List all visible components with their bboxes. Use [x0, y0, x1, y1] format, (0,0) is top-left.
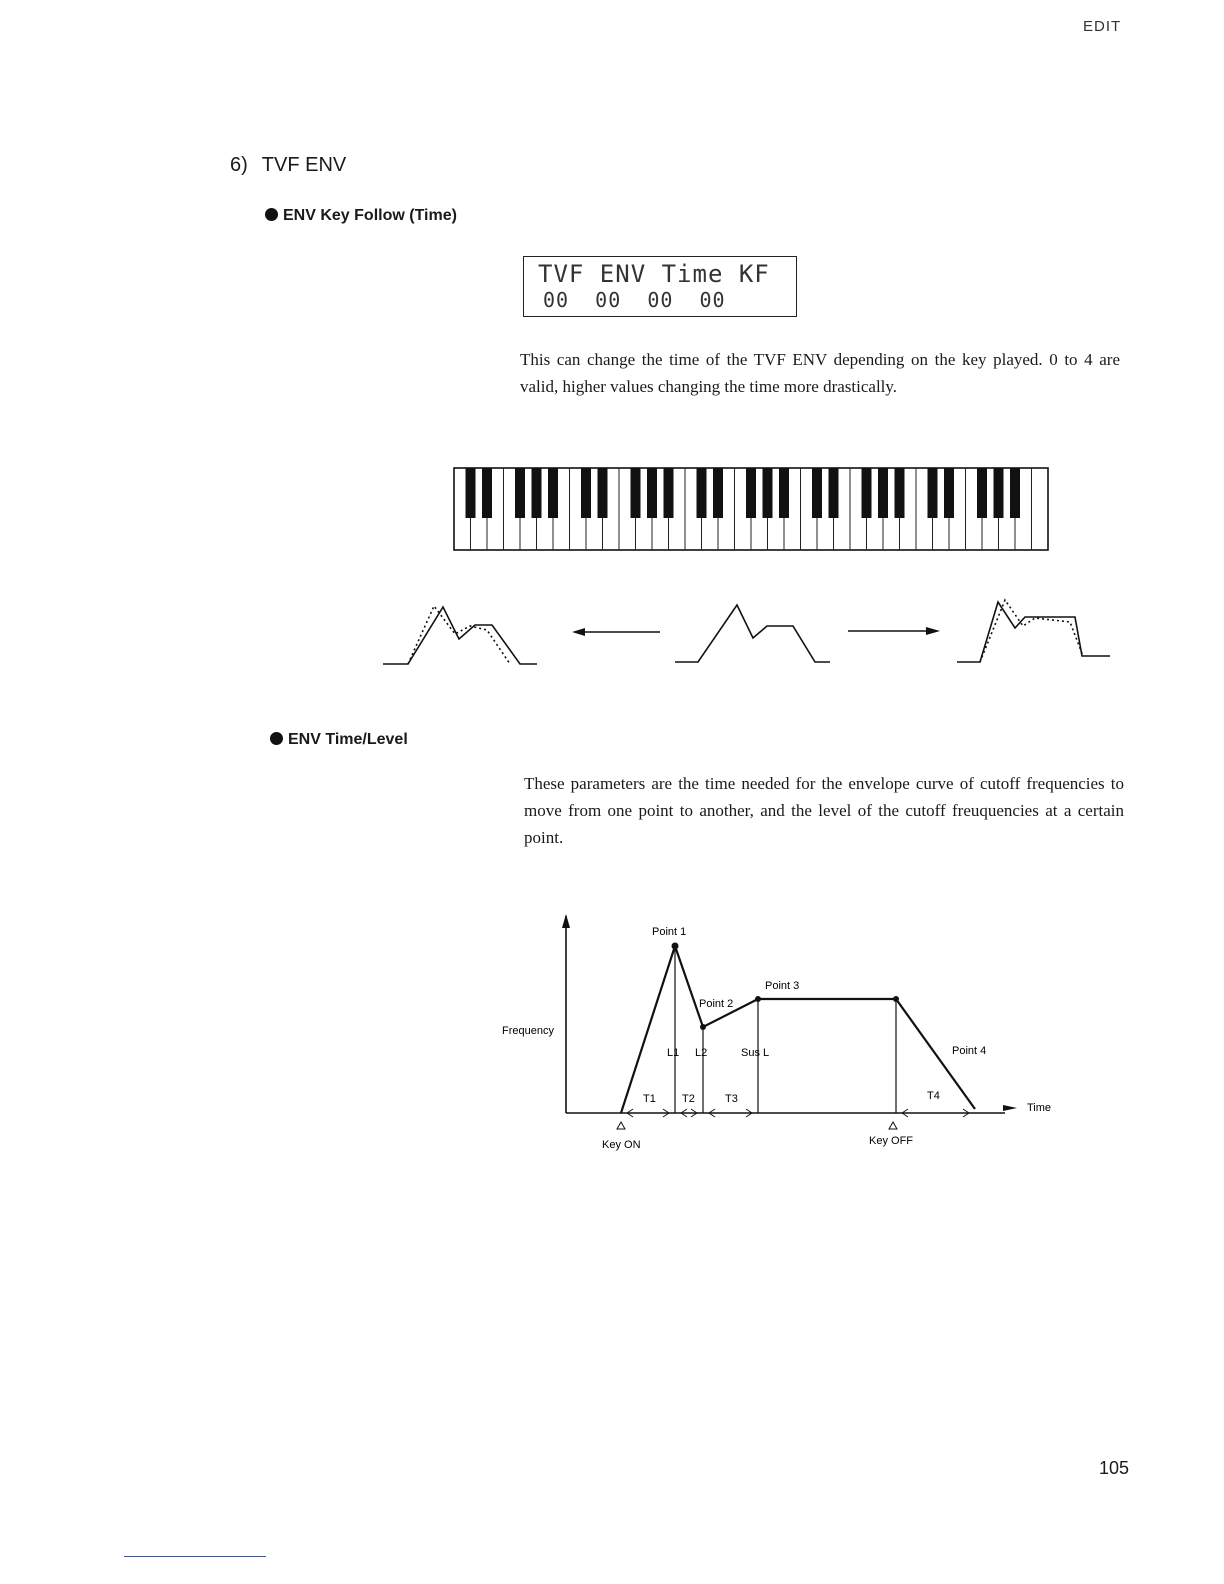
- time-level-description: These parameters are the time needed for the envelope curve of cutoff frequencies to move from one point to another, and the level of the cutoff freuquencies at a certain point.: [524, 774, 1124, 847]
- black-key: [928, 468, 938, 518]
- black-key: [994, 468, 1004, 518]
- footer-divider: [124, 1556, 266, 1557]
- key-follow-description: This can change the time of the TVF ENV depending on the key played. 0 to 4 are valid, higher values changing the time more drastically.: [520, 350, 1120, 396]
- keyboard-illustration: [452, 466, 1052, 556]
- black-key: [895, 468, 905, 518]
- envelope-right-solid: [957, 602, 1110, 662]
- time-level-heading-text: ENV Time/Level: [288, 731, 408, 748]
- label-point-2: Point 2: [699, 998, 734, 1010]
- key-on-marker-icon: [617, 1122, 625, 1129]
- label-l2: L2: [695, 1047, 708, 1059]
- black-key: [862, 468, 872, 518]
- black-key: [977, 468, 987, 518]
- header-corner-mark: EDIT: [1083, 18, 1122, 35]
- bullet-dot-icon: [265, 208, 278, 221]
- black-key: [532, 468, 542, 518]
- label-t4: T4: [927, 1090, 940, 1102]
- label-point-1: Point 1: [652, 926, 687, 938]
- key-follow-heading: [265, 207, 457, 225]
- black-key: [878, 468, 888, 518]
- lcd-line-1: TVF ENV Time KF: [538, 260, 770, 288]
- black-key: [1010, 468, 1020, 518]
- black-key: [746, 468, 756, 518]
- bullet-dot-icon: [270, 732, 283, 745]
- page-number: 105: [1099, 1458, 1130, 1478]
- section-title: [230, 154, 346, 177]
- black-key: [664, 468, 674, 518]
- lcd-line-2: 00 00 00 00: [543, 288, 726, 312]
- envelope-left-dotted: [408, 606, 510, 664]
- black-key: [829, 468, 839, 518]
- label-point-4: Point 4: [952, 1045, 987, 1057]
- label-key-on: Key ON: [602, 1139, 641, 1151]
- black-key: [598, 468, 608, 518]
- label-l1: L1: [667, 1047, 680, 1059]
- black-key: [581, 468, 591, 518]
- black-key: [763, 468, 773, 518]
- envelope-shapes-illustration: [375, 590, 1115, 675]
- label-point-3: Point 3: [765, 980, 800, 992]
- label-sus-l: Sus L: [741, 1047, 770, 1059]
- key-follow-heading-text: ENV Key Follow (Time): [283, 207, 457, 224]
- arrow-right-icon: [926, 627, 940, 635]
- black-key: [515, 468, 525, 518]
- label-time: Time: [1027, 1102, 1052, 1114]
- black-key: [697, 468, 707, 518]
- black-key: [631, 468, 641, 518]
- black-key: [944, 468, 954, 518]
- black-key: [713, 468, 723, 518]
- label-t1: T1: [643, 1093, 656, 1105]
- x-axis-arrow-icon: [1003, 1105, 1017, 1111]
- label-key-off: Key OFF: [869, 1135, 914, 1147]
- black-key: [812, 468, 822, 518]
- black-key: [482, 468, 492, 518]
- envelope-diagram: [495, 910, 1065, 1155]
- black-key: [466, 468, 476, 518]
- envelope-middle: [675, 605, 830, 662]
- arrow-left-icon: [572, 628, 585, 636]
- y-axis-arrow-icon: [562, 914, 570, 928]
- label-frequency: Frequency: [502, 1025, 554, 1037]
- envelope-curve: [621, 946, 975, 1113]
- section-title-text: TVF ENV: [261, 154, 347, 176]
- black-key: [647, 468, 657, 518]
- black-key: [779, 468, 789, 518]
- black-key: [548, 468, 558, 518]
- section-number: 6): [230, 154, 248, 176]
- time-level-heading: [270, 731, 408, 749]
- lcd-display: [523, 256, 797, 317]
- label-t2: T2: [682, 1093, 695, 1105]
- envelope-left-solid: [383, 607, 537, 664]
- label-t3: T3: [725, 1093, 738, 1105]
- key-off-marker-icon: [889, 1122, 897, 1129]
